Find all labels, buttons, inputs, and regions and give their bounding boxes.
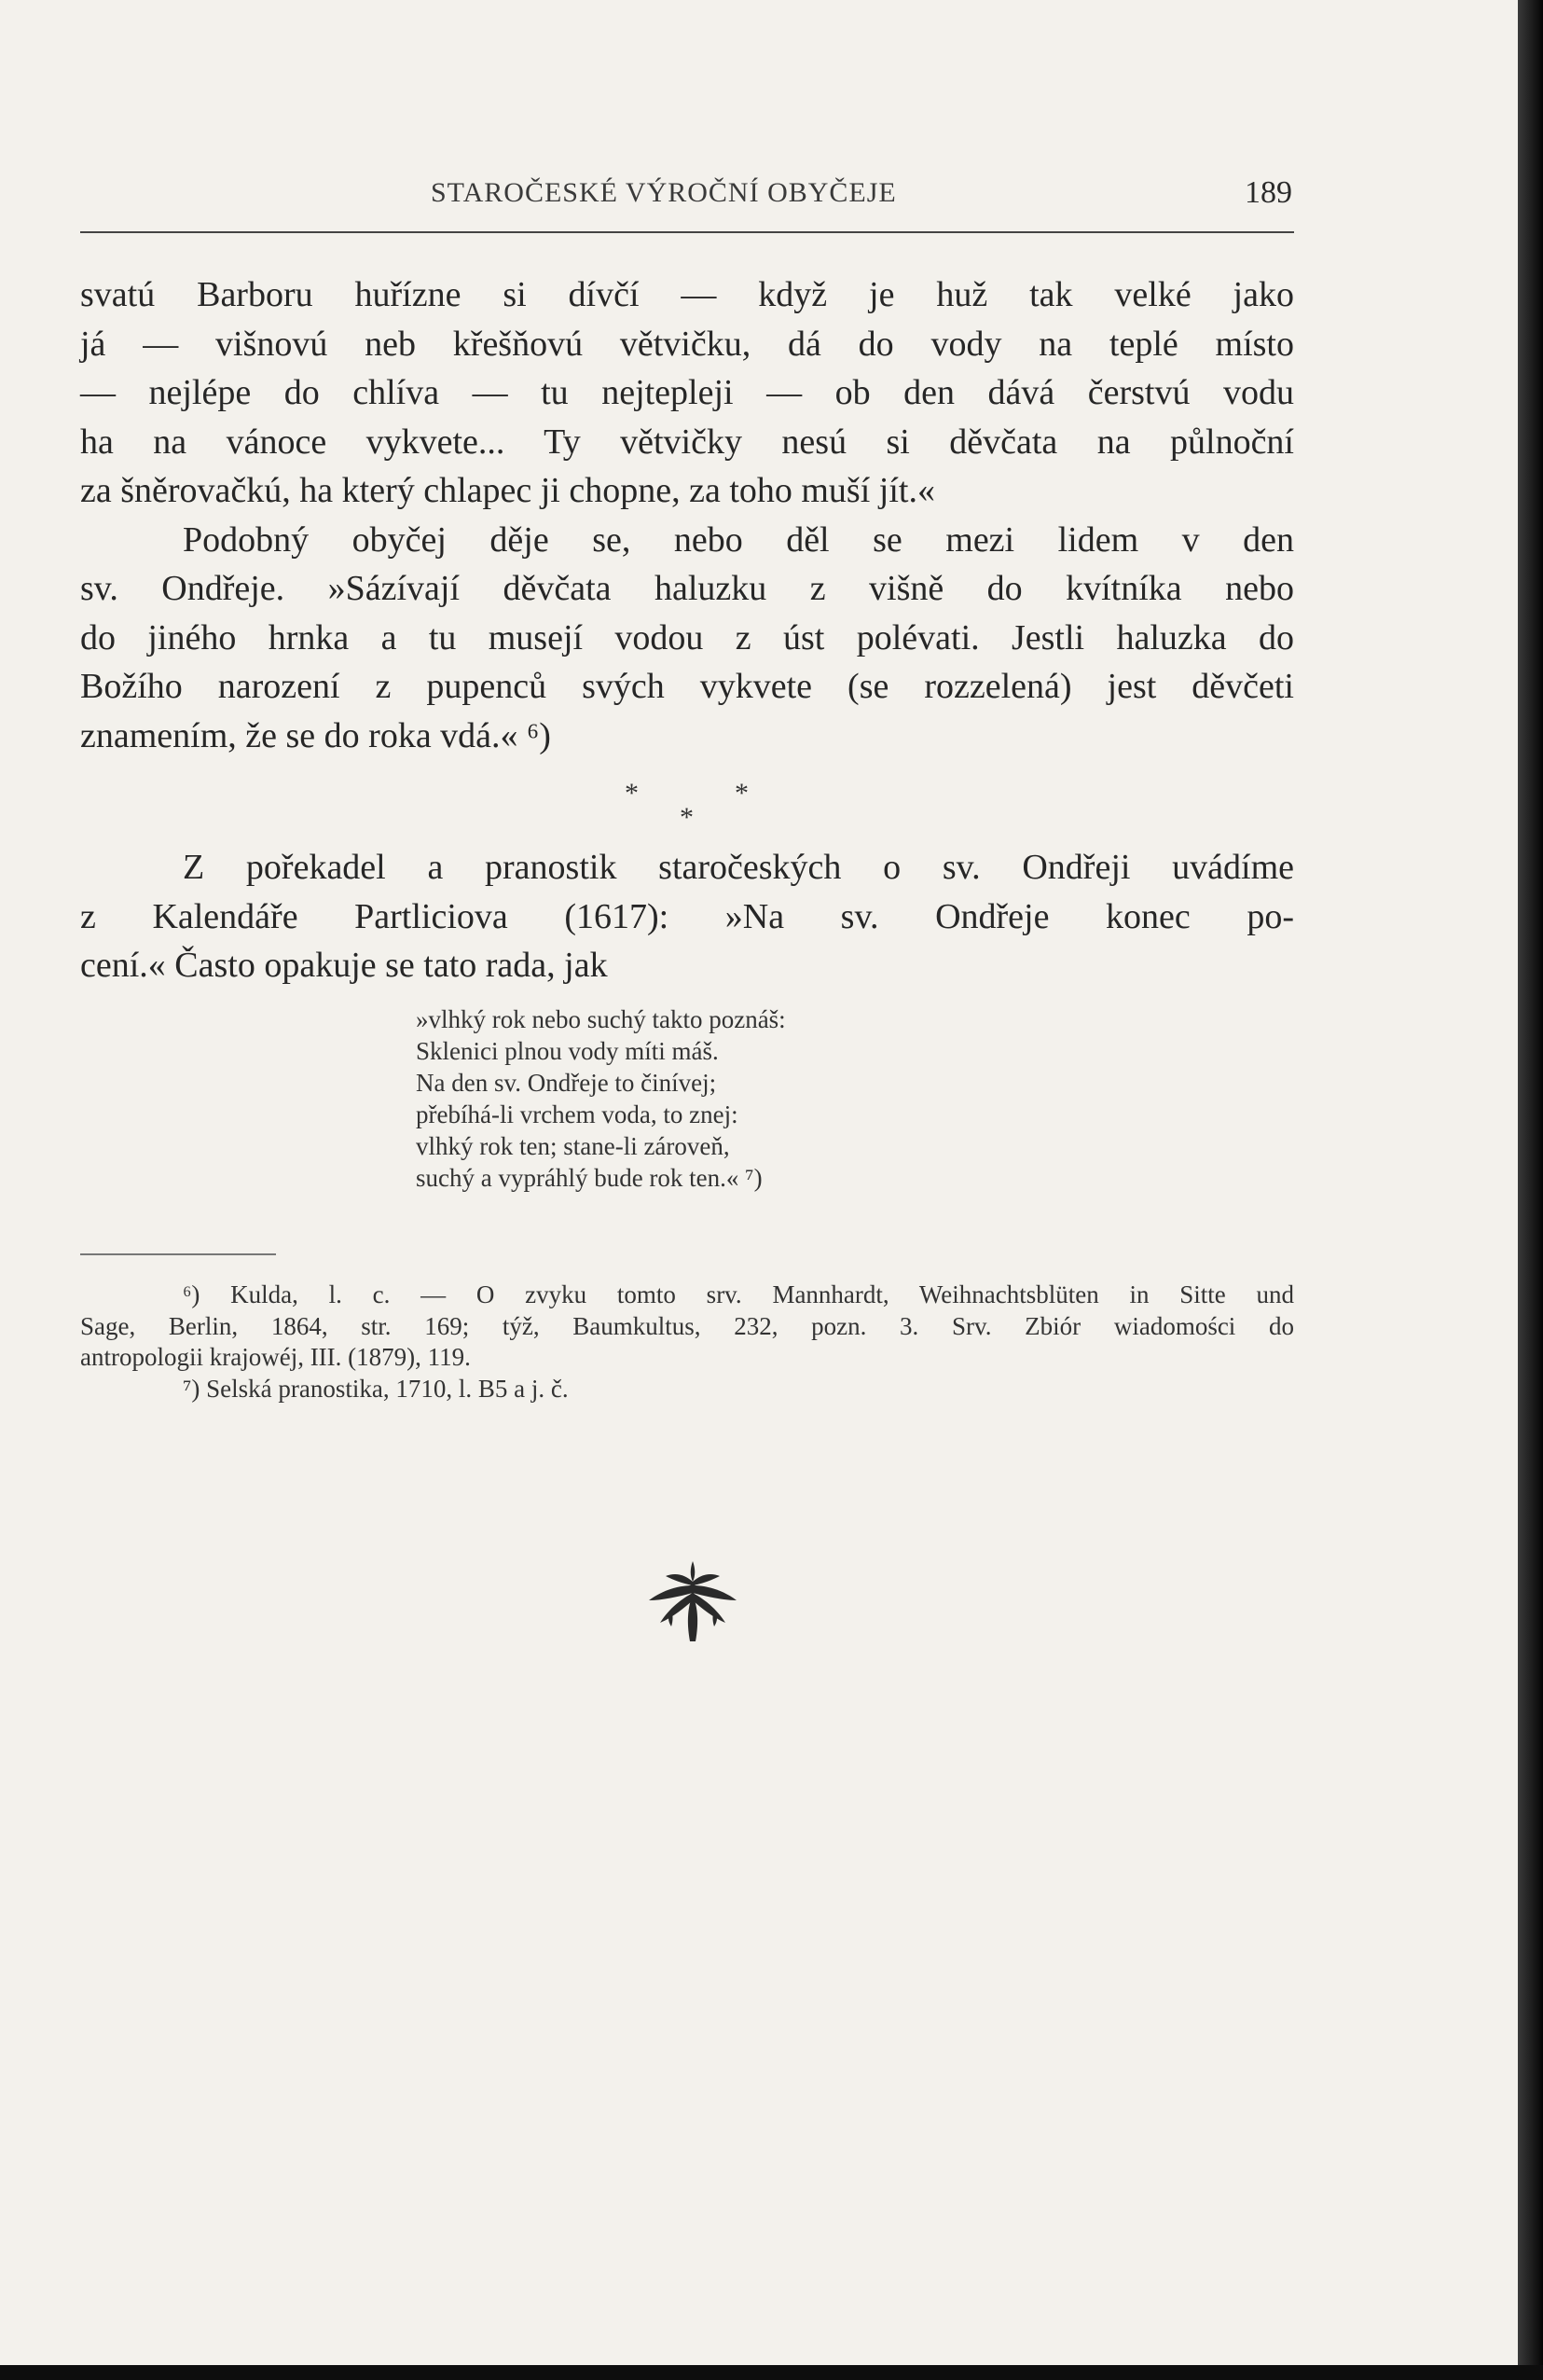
running-title: STAROČESKÉ VÝROČNÍ OBYČEJE: [431, 177, 897, 208]
text-line: Božího narození z pupenců svých vykvete (se rozzelená) jest děvčeti: [80, 667, 1294, 706]
asterism-star: *: [680, 802, 694, 833]
text-line: znamením, že se do roka vdá.« ⁶): [80, 715, 551, 755]
page-bottom-shadow: [0, 2365, 1543, 2380]
text-line: cení.« Často opakuje se tato rada, jak: [80, 946, 608, 985]
footnote-line: ⁷) Selská pranostika, 1710, l. B5 a j. č.: [183, 1374, 569, 1403]
text-line: za šněrovačkú, ha který chlapec ji chopne, za toho muší jít.«: [80, 471, 935, 510]
text-line: Z pořekadel a pranostik staročeských o sv. Ondřeji uvádíme: [183, 848, 1294, 887]
asterism-star: *: [625, 778, 639, 809]
text-line: z Kalendáře Partliciova (1617): »Na sv. Ondřeje konec po-: [80, 896, 1294, 936]
footnote-line: Sage, Berlin, 1864, str. 169; týž, Baumkultus, 232, pozn. 3. Srv. Zbiór wiadomości do: [80, 1311, 1294, 1340]
footnote-line: ⁶) Kulda, l. c. — O zvyku tomto srv. Mannhardt, Weihnachtsblüten in Sitte und: [183, 1280, 1294, 1308]
main-text: [80, 270, 1294, 760]
text-line: do jiného hrnka a tu musejí vodou z úst polévati. Jestli haluzka do: [80, 617, 1294, 657]
footnote-line: antropologii krajowéj, III. (1879), 119.: [80, 1343, 471, 1371]
verse-line: Sklenici plnou vody míti máš.: [416, 1037, 719, 1065]
floral-vignette-icon: [643, 1557, 742, 1651]
page-number: 189: [1245, 175, 1292, 210]
page-edge-shadow: [1518, 0, 1543, 2380]
text-line: — nejlépe do chlíva — tu nejtepleji — ob den dává čerstvú vodu: [80, 373, 1294, 412]
verse-line: Na den sv. Ondřeje to činívej;: [416, 1069, 717, 1097]
verse-line: suchý a vypráhlý bude rok ten.« ⁷): [416, 1164, 763, 1192]
asterism-divider: [597, 772, 774, 843]
header-rule: [80, 231, 1294, 233]
text-line: svatú Barboru huřízne si dívčí — když je huž tak velké jako: [80, 275, 1294, 314]
verse-quote: [416, 1003, 786, 1194]
asterism-star: *: [735, 778, 749, 809]
verse-line: přebíhá-li vrchem voda, to znej:: [416, 1100, 738, 1128]
text-line: já — višnovú neb křešňovú větvičku, dá do vody na teplé místo: [80, 324, 1294, 364]
text-line: sv. Ondřeje. »Sázívají děvčata haluzku z višně do kvítníka nebo: [80, 569, 1294, 608]
text-line: ha na vánoce vykvete... Ty větvičky nesú si děvčata na půlnoční: [80, 422, 1294, 462]
page-header: [80, 177, 1292, 218]
footnote-rule: [80, 1253, 276, 1255]
verse-line: »vlhký rok nebo suchý takto poznáš:: [416, 1005, 786, 1033]
footnotes: [80, 1280, 1294, 1404]
verse-line: vlhký rok ten; stane-li zároveň,: [416, 1132, 730, 1160]
main-text-continued: [80, 843, 1294, 990]
text-line: Podobný obyčej děje se, nebo děl se mezi lidem v den: [183, 519, 1294, 560]
